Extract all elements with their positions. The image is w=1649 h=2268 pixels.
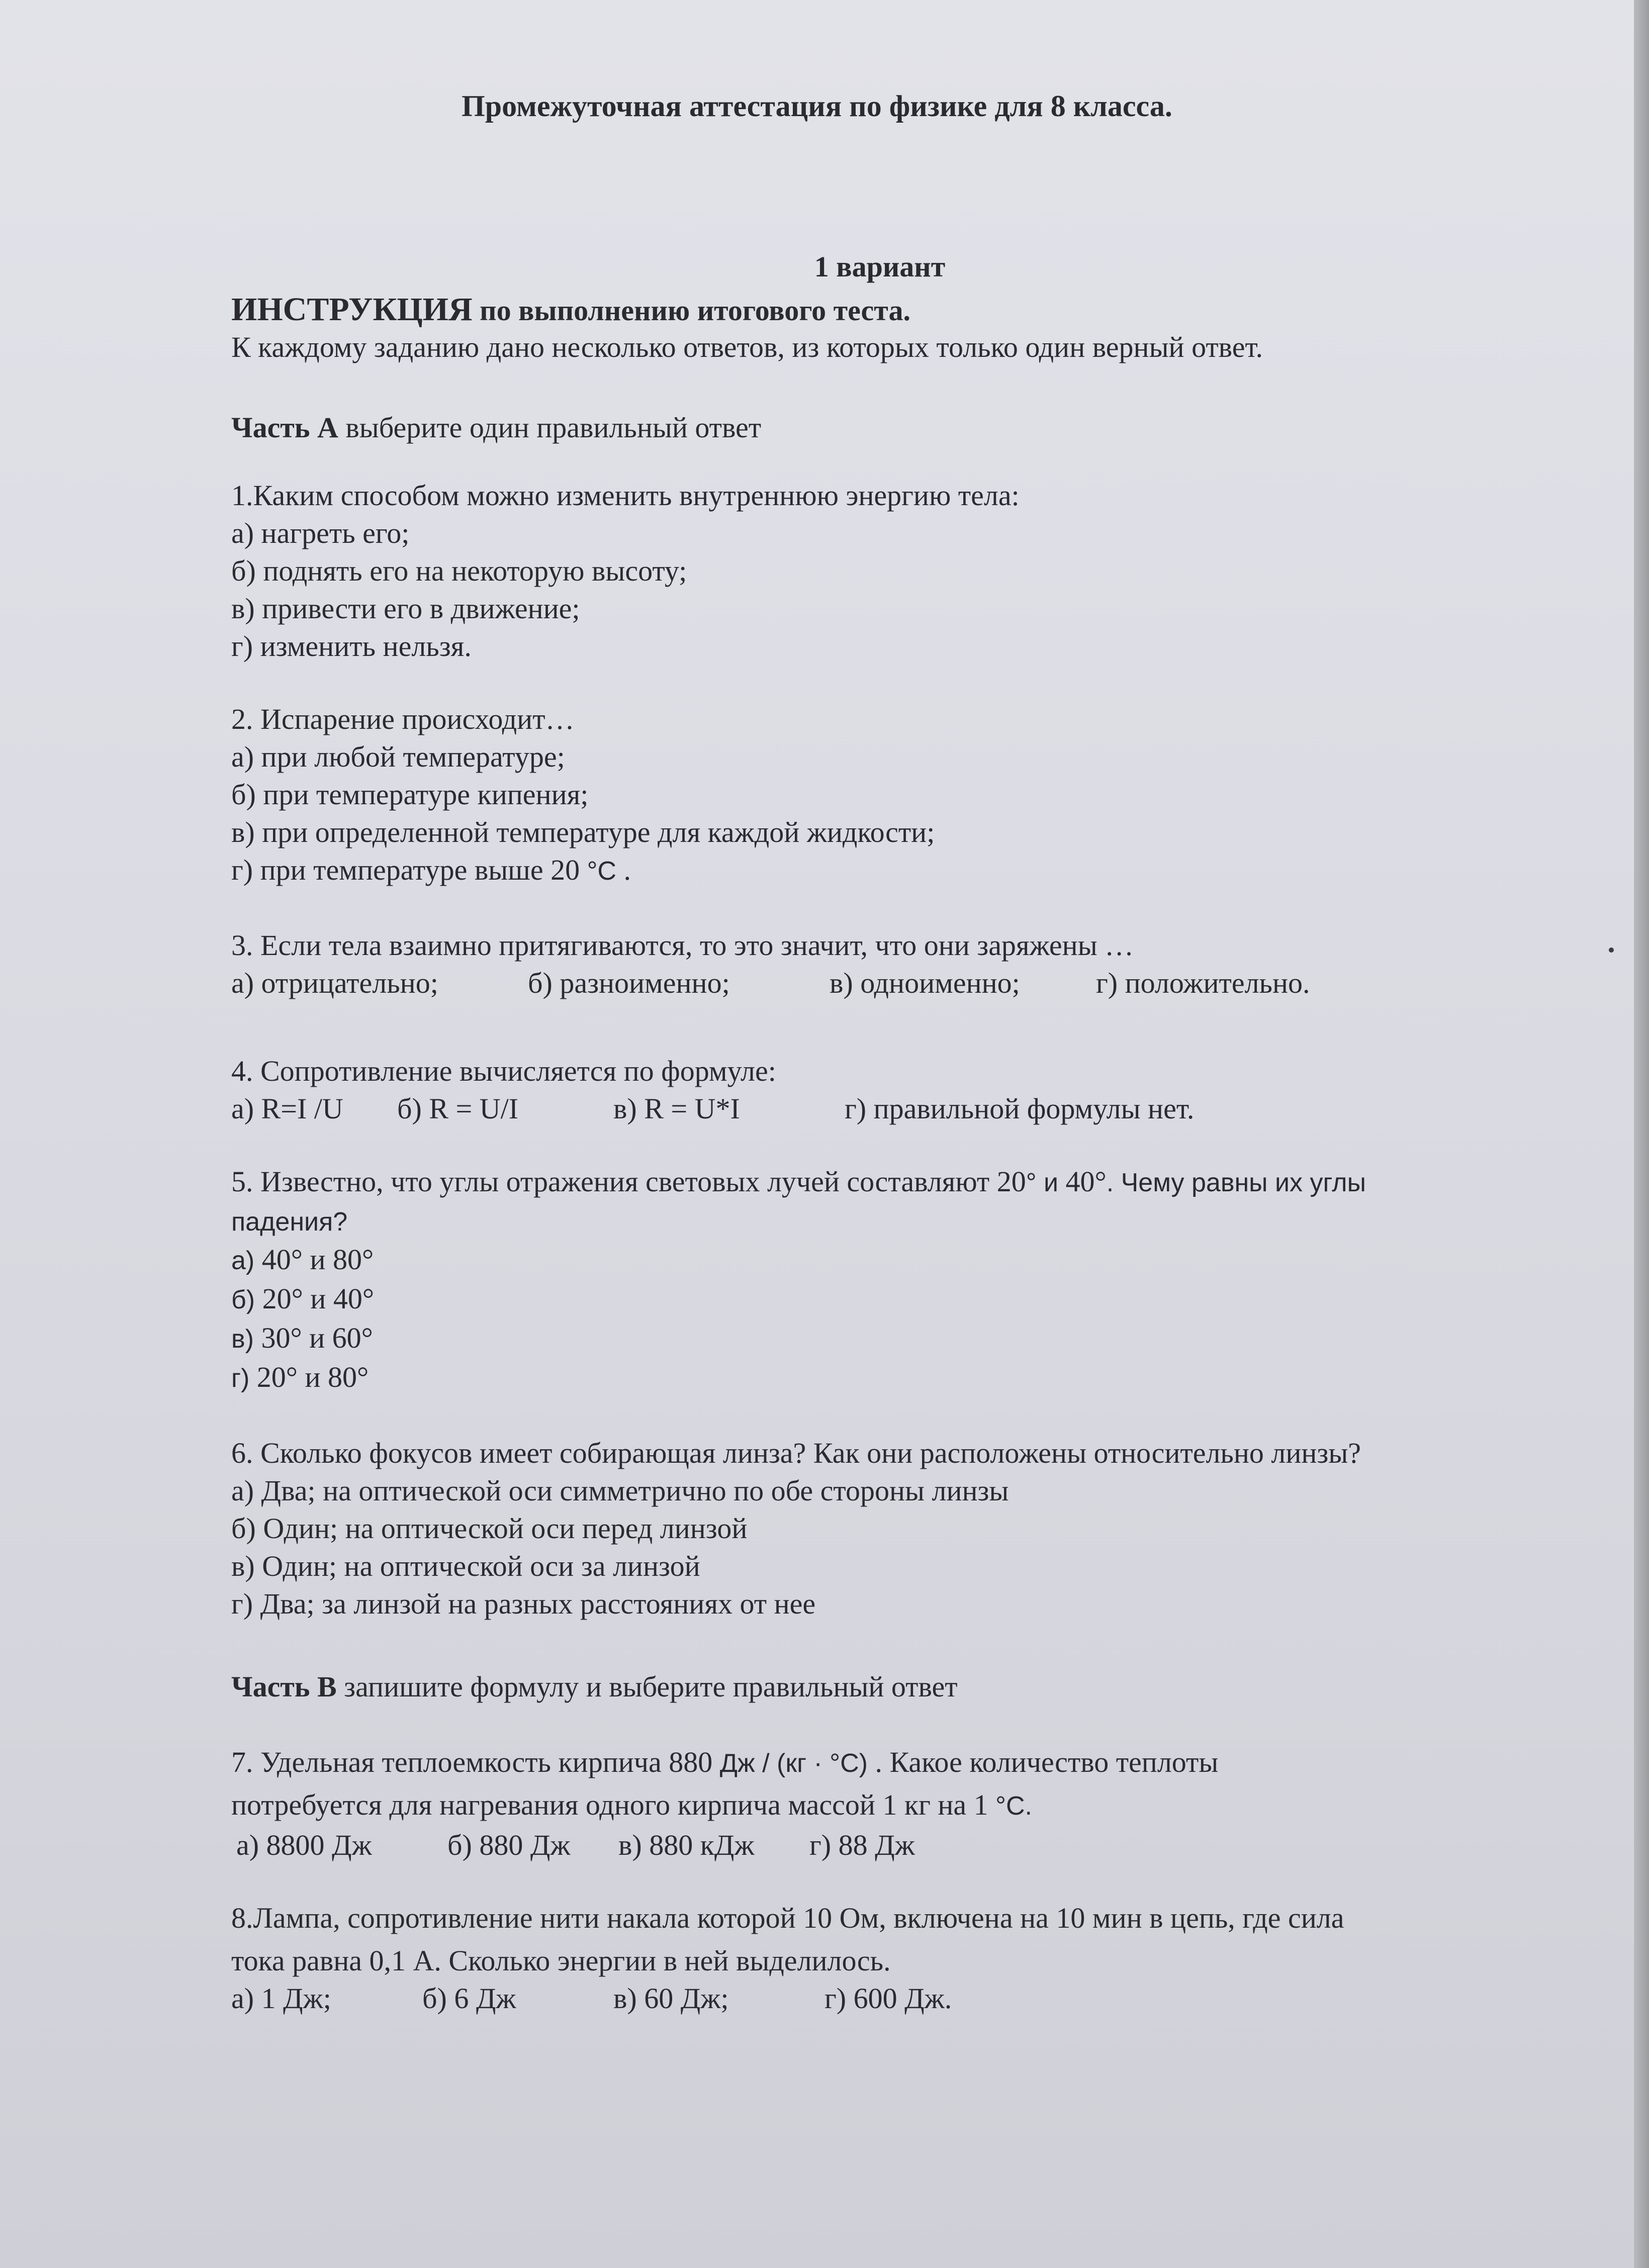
q2-option-c: в) при определенной температуре для каждой жидкости;	[231, 816, 935, 848]
q1-question: 1.Каким способом можно изменить внутреннюю энергию тела:	[231, 479, 1020, 512]
page-title: Промежуточная аттестация по физике для 8 класса.	[462, 89, 1172, 123]
q5-question-serif: 5. Известно, что углы отражения световых лучей составляют 20	[231, 1165, 1026, 1198]
q7-line1-unit: Дж / (кг · °С)	[719, 1749, 868, 1778]
q8-option-a: а) 1 Дж;	[231, 1982, 331, 2015]
paper-edge-shadow	[1634, 0, 1649, 2268]
q1-option-d: г) изменить нельзя.	[231, 630, 472, 663]
q2-question: 2. Испарение происходит…	[231, 703, 575, 735]
q1-option-a: а) нагреть его;	[231, 517, 410, 549]
q2-option-d-end: .	[616, 854, 631, 886]
q3-options	[231, 965, 1310, 1001]
q5-option-d-label: г)	[231, 1364, 250, 1393]
q5-option-c-label: в)	[231, 1325, 254, 1354]
q7-options	[236, 1827, 915, 1863]
q5-option-b-text: 20° и 40°	[255, 1282, 375, 1315]
part-b-label: Часть В	[231, 1670, 337, 1703]
q7-option-b: б) 880 Дж	[447, 1829, 571, 1861]
q8-option-b: б) 6 Дж	[422, 1982, 516, 2015]
q7-option-c: в) 880 кДж	[618, 1829, 755, 1861]
q5-option-b-label: б)	[231, 1285, 255, 1314]
q5-option-b	[231, 1281, 374, 1318]
q5-question-deg: °	[1026, 1168, 1037, 1197]
instruction-heading-rest: по выполнению итогового теста.	[472, 294, 911, 327]
q2-option-d	[231, 852, 631, 889]
q6-question: 6. Сколько фокусов имеет собирающая линза? Как они расположены относительно линзы?	[231, 1437, 1361, 1469]
q2-option-a: а) при любой температуре;	[231, 740, 565, 773]
variant-heading: 1 вариант	[814, 250, 946, 283]
q5-question-line2: падения?	[231, 1207, 348, 1237]
q5-option-a-label: а)	[231, 1246, 255, 1275]
q1-option-b: б) поднять его на некоторую высоту;	[231, 554, 687, 587]
q7-option-d: г) 88 Дж	[809, 1829, 915, 1861]
q7-line2-start: потребуется для нагревания одного кирпича массой 1 кг на 1	[231, 1788, 996, 1821]
q3-question: 3. Если тела взаимно притягиваются, то это значит, что они заряжены …	[231, 929, 1134, 962]
part-b-text: запишите формулу и выберите правильный ответ	[336, 1670, 958, 1703]
q5-question	[231, 1164, 1366, 1201]
q7-option-a: а) 8800 Дж	[236, 1829, 372, 1861]
q6-option-b: б) Один; на оптической оси перед линзой	[231, 1512, 748, 1545]
part-a-text: выберите один правильный ответ	[338, 411, 762, 444]
q7-line1-start: 7. Удельная теплоемкость кирпича 880	[231, 1746, 720, 1778]
instruction-heading	[231, 292, 910, 329]
instruction-text: К каждому заданию дано несколько ответов, из которых только один верный ответ.	[231, 331, 1263, 363]
q5-option-d	[231, 1359, 369, 1396]
q2-option-d-unit: °C	[587, 857, 616, 886]
q5-option-a-text: 40° и 80°	[254, 1243, 374, 1276]
instruction-heading-bold: ИНСТРУКЦИЯ	[231, 291, 473, 328]
q4-option-b: б) R = U/I	[397, 1092, 519, 1125]
q8-option-c: в) 60 Дж;	[613, 1982, 729, 2015]
q7-line1	[231, 1744, 1218, 1781]
q4-option-a: а) R=I /U	[231, 1092, 343, 1125]
q6-option-c: в) Один; на оптической оси за линзой	[231, 1550, 700, 1582]
q5-question-and: и	[1036, 1168, 1066, 1197]
q3-option-d: г) положительно.	[1096, 967, 1310, 999]
q5-option-d-text: 20° и 80°	[249, 1361, 369, 1393]
q7-line2-unit: °С.	[995, 1791, 1032, 1821]
q8-options	[231, 1980, 952, 2017]
q5-option-c	[231, 1320, 373, 1357]
ink-dot	[1609, 948, 1614, 953]
q6-option-d: г) Два; за линзой на разных расстояниях от нее	[231, 1587, 816, 1620]
q4-option-c: в) R = U*I	[613, 1092, 740, 1125]
q4-option-d: г) правильной формулы нет.	[845, 1092, 1195, 1125]
q3-option-a: а) отрицательно;	[231, 967, 438, 999]
q4-options	[231, 1091, 1194, 1127]
q3-option-c: в) одноименно;	[830, 967, 1020, 999]
q3-option-b: б) разноименно;	[528, 967, 730, 999]
q8-line2: тока равна 0,1 А. Сколько энергии в ней выделилось.	[231, 1944, 891, 1977]
q2-option-d-text: г) при температуре выше 20	[231, 854, 587, 886]
q6-option-a: а) Два; на оптической оси симметрично по обе стороны линзы	[231, 1474, 1009, 1507]
q2-option-b: б) при температуре кипения;	[231, 778, 589, 811]
q1-option-c: в) привести его в движение;	[231, 592, 580, 625]
q5-question-sans: . Чему равны их углы	[1106, 1168, 1366, 1197]
q5-option-a	[231, 1242, 374, 1279]
part-a-label: Часть А	[231, 411, 338, 444]
q4-question: 4. Сопротивление вычисляется по формуле:	[231, 1055, 776, 1087]
part-a-heading	[231, 410, 761, 446]
part-b-heading	[231, 1669, 958, 1705]
q5-option-c-text: 30° и 60°	[253, 1321, 373, 1354]
q7-line1-end: . Какое количество теплоты	[867, 1746, 1219, 1778]
q8-option-d: г) 600 Дж.	[824, 1982, 952, 2015]
q5-question-40: 40°	[1065, 1165, 1107, 1198]
q7-line2	[231, 1787, 1032, 1824]
q8-line1: 8.Лампа, сопротивление нити накала которой 10 Ом, включена на 10 мин в цепь, где сила	[231, 1902, 1344, 1934]
